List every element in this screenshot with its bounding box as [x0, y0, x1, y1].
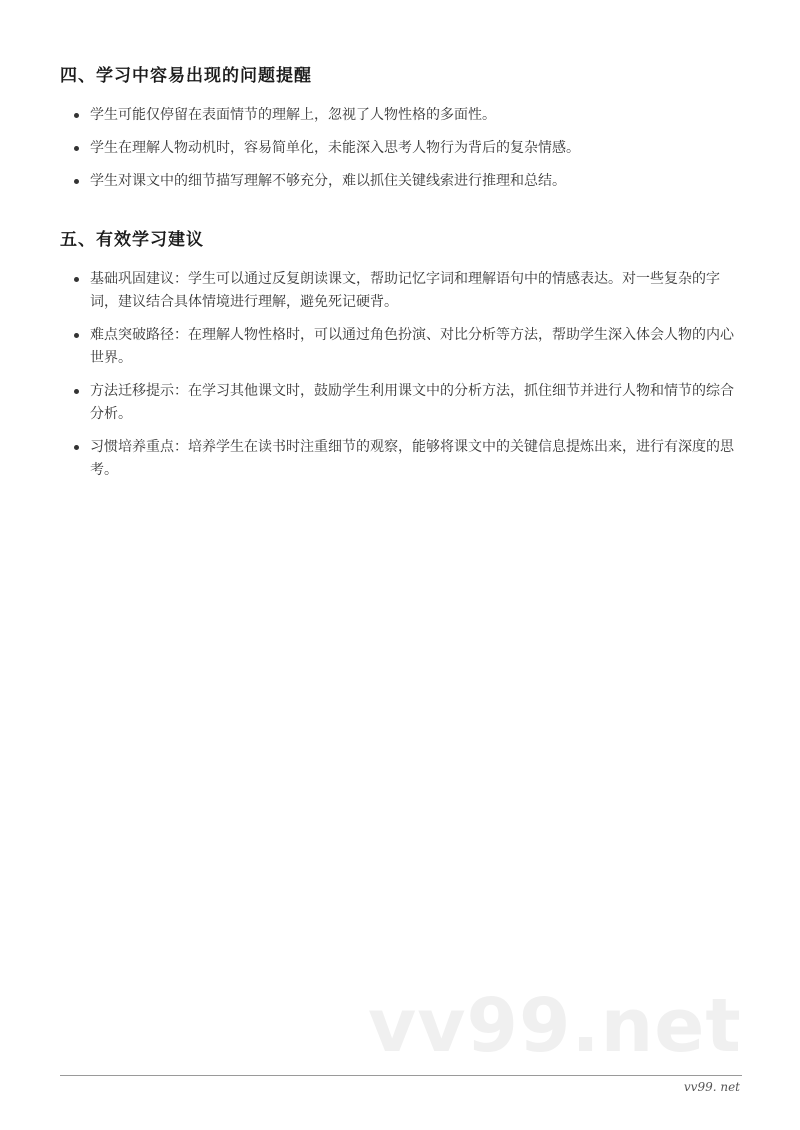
- list-item: [74, 268, 740, 314]
- list-item-text: 学生可能仅停留在表面情节的理解上，忽视了人物性格的多面性。: [90, 107, 496, 123]
- list-item-text: 方法迁移提示：在学习其他课文时，鼓励学生利用课文中的分析方法，抓住细节并进行人物和情节的综合分析。: [90, 383, 734, 422]
- bullet-icon: [74, 277, 79, 282]
- footer-site-label: vv99. net: [683, 1080, 740, 1094]
- bullet-list: [60, 104, 740, 193]
- list-item-text: 基础巩固建议：学生可以通过反复朗读课文，帮助记忆字词和理解语句中的情感表达。对一些复杂的字词，建议结合具体情境进行理解，避免死记硬背。: [90, 271, 720, 310]
- list-item-text: 学生对课文中的细节描写理解不够充分，难以抓住关键线索进行推理和总结。: [90, 173, 566, 189]
- footer-divider: [60, 1075, 742, 1076]
- list-item-text: 学生在理解人物动机时，容易简单化，未能深入思考人物行为背后的复杂情感。: [90, 140, 580, 156]
- watermark: vv99.net: [368, 983, 742, 1069]
- section-suggestions: [60, 228, 740, 492]
- list-item: [74, 436, 740, 482]
- list-item: [74, 170, 740, 193]
- list-item-text: 习惯培养重点：培养学生在读书时注重细节的观察，能够将课文中的关键信息提炼出来，进行有深度的思考。: [90, 439, 734, 478]
- list-item: [74, 137, 740, 160]
- bullet-icon: [74, 179, 79, 184]
- bullet-icon: [74, 333, 79, 338]
- list-item-text: 难点突破路径：在理解人物性格时，可以通过角色扮演、对比分析等方法，帮助学生深入体会人物的内心世界。: [90, 327, 734, 366]
- list-item: [74, 380, 740, 426]
- section-heading: 四、学习中容易出现的问题提醒: [60, 66, 312, 86]
- section-problems: [60, 64, 740, 203]
- list-item: [74, 324, 740, 370]
- bullet-list: [60, 268, 740, 482]
- bullet-icon: [74, 113, 79, 118]
- bullet-icon: [74, 146, 79, 151]
- section-heading: 五、有效学习建议: [60, 230, 204, 250]
- bullet-icon: [74, 389, 79, 394]
- bullet-icon: [74, 445, 79, 450]
- list-item: [74, 104, 740, 127]
